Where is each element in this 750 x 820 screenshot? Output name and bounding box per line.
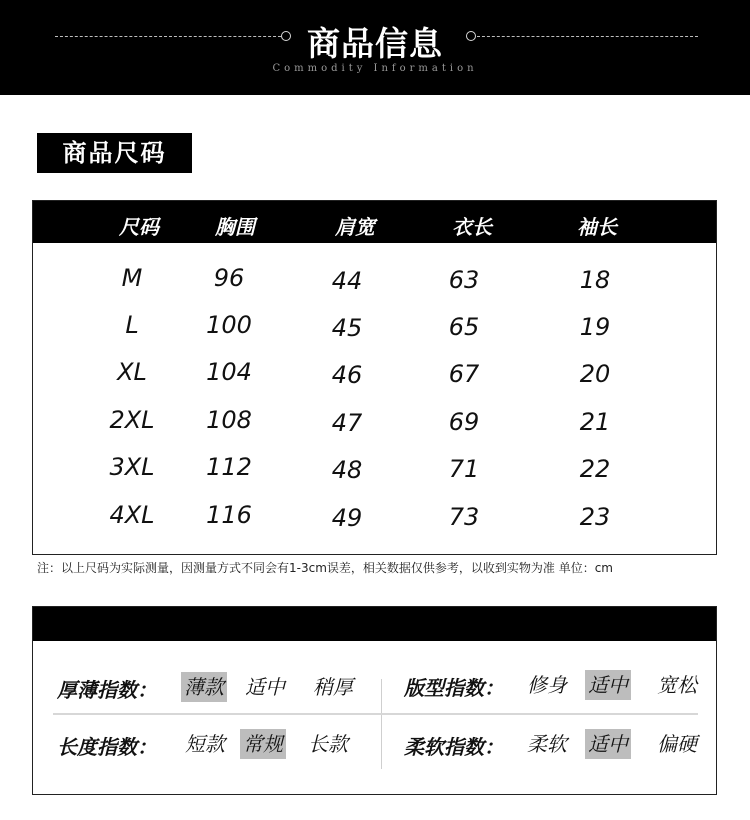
column-header-length: 衣长 <box>452 215 492 239</box>
table-cell: 65 <box>448 313 480 341</box>
size-table <box>32 200 717 555</box>
table-cell: XL <box>117 358 147 386</box>
fit-option: 宽松 <box>657 673 697 697</box>
table-cell: 96 <box>213 264 245 292</box>
table-cell: 22 <box>579 455 611 483</box>
length-option: 常规 <box>240 729 286 759</box>
index-panel <box>32 606 717 795</box>
table-cell: 18 <box>579 266 611 294</box>
size-table-header <box>33 201 716 243</box>
table-cell: 104 <box>206 358 252 386</box>
table-cell: 46 <box>331 361 363 389</box>
table-cell: 71 <box>448 455 480 483</box>
table-cell: 44 <box>331 267 363 295</box>
section-label: 商品尺码 <box>37 133 192 173</box>
table-cell: 23 <box>579 503 611 531</box>
table-cell: L <box>125 311 139 339</box>
length-option: 长款 <box>308 732 348 756</box>
column-header-chest: 胸围 <box>215 215 255 239</box>
column-header-shoulder: 肩宽 <box>335 215 375 239</box>
fit-option: 修身 <box>527 673 567 697</box>
thickness-index-label: 厚薄指数： <box>57 678 157 702</box>
table-cell: 112 <box>206 453 252 481</box>
table-cell: 3XL <box>109 453 155 481</box>
thickness-option: 薄款 <box>181 672 227 702</box>
table-cell: 2XL <box>109 406 155 434</box>
header-subtitle: Commodity Information <box>272 63 478 74</box>
column-header-sleeve: 袖长 <box>577 215 617 239</box>
column-header-size: 尺码 <box>119 215 159 239</box>
measurement-note: 注：以上尺码为实际测量，因测量方式不同会有1-3cm误差，相关数据仅供参考，以收到实物为准 单位：cm <box>37 561 613 575</box>
vertical-divider <box>381 679 382 769</box>
softness-index-label: 柔软指数： <box>404 735 504 759</box>
table-cell: M <box>121 264 143 292</box>
table-cell: 69 <box>448 408 480 436</box>
table-cell: 4XL <box>109 501 155 529</box>
table-cell: 19 <box>579 313 611 341</box>
header-circle-right <box>466 31 476 41</box>
length-index-label: 长度指数： <box>57 735 157 759</box>
length-option: 短款 <box>185 732 225 756</box>
table-cell: 45 <box>331 314 363 342</box>
table-cell: 20 <box>579 360 611 388</box>
table-cell: 48 <box>331 456 363 484</box>
table-cell: 100 <box>206 311 252 339</box>
table-cell: 21 <box>579 408 611 436</box>
softness-option: 适中 <box>585 729 631 759</box>
header-title: 商品信息 <box>307 24 443 63</box>
horizontal-divider <box>53 713 698 715</box>
table-cell: 116 <box>206 501 252 529</box>
table-cell: 47 <box>331 409 363 437</box>
header-dotted-line-right <box>477 36 698 37</box>
softness-option: 偏硬 <box>657 732 697 756</box>
thickness-option: 稍厚 <box>313 675 353 699</box>
table-cell: 49 <box>331 504 363 532</box>
page-header <box>0 0 750 95</box>
thickness-option: 适中 <box>245 675 285 699</box>
table-cell: 63 <box>448 266 480 294</box>
fit-option: 适中 <box>585 670 631 700</box>
table-cell: 108 <box>206 406 252 434</box>
table-cell: 73 <box>448 503 480 531</box>
index-panel-bar <box>33 607 716 641</box>
table-cell: 67 <box>448 360 480 388</box>
fit-index-label: 版型指数： <box>404 676 504 700</box>
softness-option: 柔软 <box>527 732 567 756</box>
